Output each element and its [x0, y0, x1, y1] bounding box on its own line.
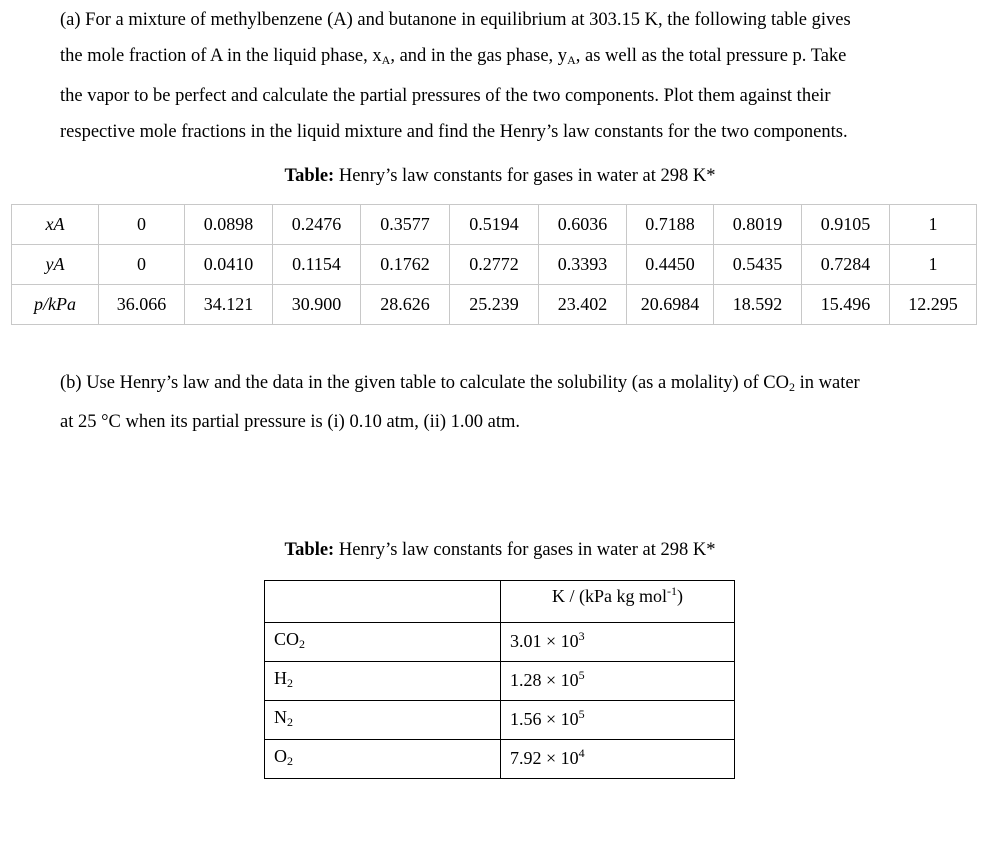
table-cell: 0.3577 [361, 205, 450, 245]
table-cell: 0 [99, 245, 185, 285]
table2-caption: Table: Henry’s law constants for gases in water at 298 K* [284, 540, 716, 560]
table-row-xA [12, 205, 977, 245]
header-k-units: K / (kPa kg mol$^{-1}$) [501, 581, 735, 623]
part-b-paragraph [60, 366, 960, 440]
table-cell: 0.6036 [539, 205, 627, 245]
table-cell: 30.900 [273, 285, 361, 325]
table-cell: 0.7284 [802, 245, 890, 285]
table-cell: 0.1762 [361, 245, 450, 285]
constant-cell: $7.92 \times 10^4$ [501, 740, 735, 779]
gas-cell: $O_2$ [265, 740, 501, 779]
henry-constants-table [264, 580, 735, 779]
gas-cell: $N_2$ [265, 701, 501, 740]
part-a-line-2: the mole fraction of A in the liquid phase, $x_A$, and in the gas phase, $y_A$, as well as the total pressure p. Take [60, 46, 847, 67]
equilibrium-data-table [11, 204, 977, 325]
part-a-line-4: respective mole fractions in the liquid mixture and find the Henry’s law constants for the two components. [60, 122, 848, 142]
part-a-paragraph [60, 2, 960, 150]
table-row [265, 701, 735, 740]
table-cell: 0.1154 [273, 245, 361, 285]
table-cell: 0.9105 [802, 205, 890, 245]
table-cell: 0.3393 [539, 245, 627, 285]
constant-cell: $3.01 \times 10^3$ [501, 623, 735, 662]
table-cell: 20.6984 [627, 285, 714, 325]
constant-cell: $1.56 \times 10^5$ [501, 701, 735, 740]
table-cell: 36.066 [99, 285, 185, 325]
table-cell: 0.5435 [714, 245, 802, 285]
row-label: xA [12, 205, 99, 245]
table-cell: 12.295 [890, 285, 977, 325]
table-cell: 28.626 [361, 285, 450, 325]
table-cell: 0.8019 [714, 205, 802, 245]
table-cell: 15.496 [802, 285, 890, 325]
table-cell: 0.5194 [450, 205, 539, 245]
table1-caption: Table: Henry’s law constants for gases in water at 298 K* [284, 166, 716, 186]
table-cell: 1 [890, 245, 977, 285]
table-row-pressure [12, 285, 977, 325]
table-cell: 1 [890, 205, 977, 245]
table-row-yA [12, 245, 977, 285]
header-empty-cell [265, 581, 501, 623]
table-cell: 23.402 [539, 285, 627, 325]
part-a-line-1: (a) For a mixture of methylbenzene (A) and butanone in equilibrium at 303.15 K, the following table gives [60, 10, 851, 30]
table-cell: 0.0898 [185, 205, 273, 245]
table-cell: 0.7188 [627, 205, 714, 245]
table-cell: 0.2476 [273, 205, 361, 245]
table-cell: 18.592 [714, 285, 802, 325]
table-row [265, 662, 735, 701]
table-cell: 0.2772 [450, 245, 539, 285]
gas-cell: $CO_2$ [265, 623, 501, 662]
table-row [265, 623, 735, 662]
table-cell: 0.4450 [627, 245, 714, 285]
part-b-line-2: at 25 °C when its partial pressure is (i) 0.10 atm, (ii) 1.00 atm. [60, 412, 521, 432]
table-cell: 34.121 [185, 285, 273, 325]
part-b-line-1: (b) Use Henry’s law and the data in the given table to calculate the solubility (as a molality) of $CO_2$ in water [60, 373, 860, 394]
table-cell: 0.0410 [185, 245, 273, 285]
constant-cell: $1.28 \times 10^5$ [501, 662, 735, 701]
row-label: yA [12, 245, 99, 285]
table-header-row [265, 581, 735, 623]
row-label: p/kPa [12, 285, 99, 325]
table-row [265, 740, 735, 779]
part-a-line-3: the vapor to be perfect and calculate the partial pressures of the two components. Plot them against their [60, 86, 831, 106]
table-cell: 25.239 [450, 285, 539, 325]
table-cell: 0 [99, 205, 185, 245]
gas-cell: $H_2$ [265, 662, 501, 701]
